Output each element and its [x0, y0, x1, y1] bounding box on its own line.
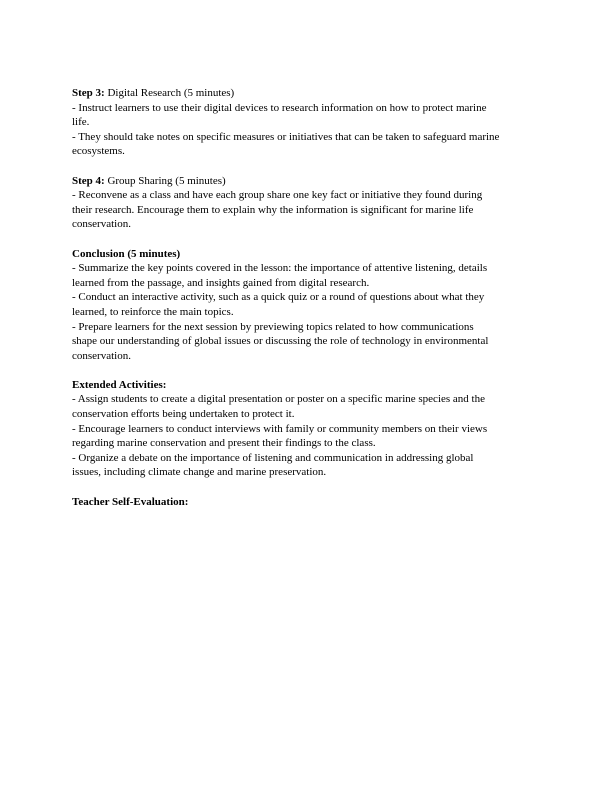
conclusion-line: - Conduct an interactive activity, such as a quick quiz or a round of questions about what they — [72, 291, 485, 304]
teacher-self-evaluation-heading: Teacher Self-Evaluation: — [72, 495, 189, 508]
step-4-title: Group Sharing (5 minutes) — [104, 174, 226, 187]
extended-activities-line: - Encourage learners to conduct interviews with family or community members on their views — [72, 422, 488, 435]
conclusion-line: - Summarize the key points covered in the lesson: the importance of attentive listening, details — [72, 262, 488, 275]
step-4-label: Step 4: — [72, 174, 105, 187]
extended-activities-line: - Organize a debate on the importance of listening and communication in addressing global — [72, 451, 474, 464]
teacher-self-evaluation-section — [72, 495, 542, 510]
step-3-section — [72, 86, 542, 159]
step-4-line: - Reconvene as a class and have each group share one key fact or initiative they found during — [72, 189, 483, 202]
step-4-line: their research. Encourage them to explain why the information is significant for marine life — [72, 203, 474, 216]
step-4-heading — [72, 174, 542, 189]
step-3-line: - They should take notes on specific measures or initiatives that can be taken to safeguard marine — [72, 130, 500, 143]
extended-activities-heading: Extended Activities: — [72, 378, 167, 391]
conclusion-section — [72, 247, 542, 364]
conclusion-line: shape our understanding of global issues or discussing the role of technology in environmental — [72, 335, 489, 348]
step-3-title: Digital Research (5 minutes) — [104, 87, 235, 99]
conclusion-heading: Conclusion (5 minutes) — [72, 247, 181, 260]
step-3-line: - Instruct learners to use their digital devices to research information on how to protect marine — [72, 101, 487, 114]
step-4-line: conservation. — [72, 218, 131, 231]
extended-activities-line: regarding marine conservation and present their findings to the class. — [72, 437, 376, 450]
document-page — [72, 86, 542, 524]
step-4-section — [72, 174, 542, 232]
step-3-heading — [72, 86, 542, 101]
step-3-line: life. — [72, 116, 90, 129]
step-3-line: ecosystems. — [72, 145, 125, 158]
extended-activities-line: - Assign students to create a digital presentation or poster on a specific marine species and the — [72, 393, 485, 406]
step-3-label: Step 3: — [72, 87, 105, 99]
conclusion-line: learned from the passage, and insights gained from digital research. — [72, 276, 370, 289]
extended-activities-line: conservation efforts being undertaken to protect it. — [72, 408, 295, 421]
conclusion-line: learned, to reinforce the main topics. — [72, 305, 234, 318]
extended-activities-section — [72, 378, 542, 480]
conclusion-line: - Prepare learners for the next session by previewing topics related to how communications — [72, 320, 474, 333]
extended-activities-line: issues, including climate change and marine preservation. — [72, 466, 327, 479]
conclusion-line: conservation. — [72, 349, 131, 362]
